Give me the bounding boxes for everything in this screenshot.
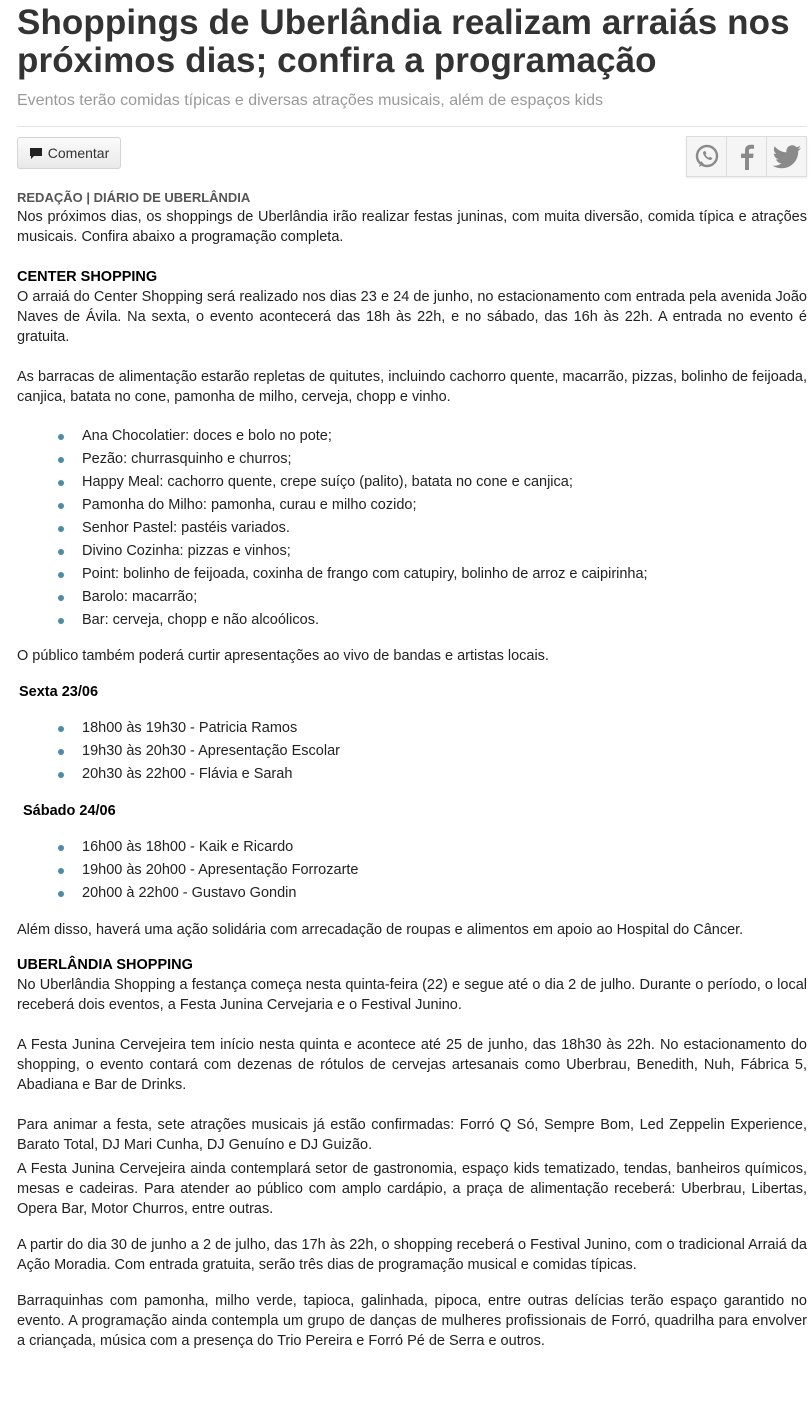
list-item: Divino Cozinha: pizzas e vinhos;: [82, 540, 807, 563]
comment-button-label: Comentar: [47, 145, 110, 161]
byline: REDAÇÃO | DIÁRIO DE UBERLÂNDIA: [17, 190, 251, 205]
article-toolbar: [17, 136, 807, 188]
friday-schedule-list: [17, 717, 807, 786]
food-stalls-list: [17, 425, 807, 632]
list-item: 18h00 às 19h30 - Patricia Ramos: [82, 717, 807, 740]
article-container: [17, 0, 807, 1351]
paragraph: Para animar a festa, sete atrações musicais já estão confirmadas: Forró Q Só, Sempre Bom, Led Zeppelin Experience, Barato Total, DJ Mari Cunha, DJ Genuíno e DJ Guizão.: [17, 1117, 807, 1153]
paragraph: O arraiá do Center Shopping será realizado nos dias 23 e 24 de junho, no estacionamento com entrada pela avenida João Naves de Ávila. Na sexta, o evento acontecerá das 18h às 22h, e no sábado, das 16h às 22h. A entrada no evento é gratuita.: [17, 289, 807, 345]
twitter-icon: [772, 145, 802, 169]
share-buttons: [686, 136, 807, 177]
section-heading-uberlandia-shopping: UBERLÂNDIA SHOPPING: [17, 957, 193, 973]
list-item: Bar: cerveja, chopp e não alcoólicos.: [82, 609, 807, 632]
paragraph: Além disso, haverá uma ação solidária com arrecadação de roupas e alimentos em apoio ao Hospital do Câncer.: [17, 922, 744, 938]
list-item: Pamonha do Milho: pamonha, curau e milho cozido;: [82, 494, 807, 517]
list-item: Happy Meal: cachorro quente, crepe suíço (palito), batata no cone e canjica;: [82, 471, 807, 494]
list-item: Point: bolinho de feijoada, coxinha de frango com catupiry, bolinho de arroz e caipirinha;: [82, 563, 807, 586]
divider: [17, 126, 807, 127]
comment-button[interactable]: [17, 137, 121, 169]
saturday-schedule-list: [17, 836, 807, 905]
list-item: 16h00 às 18h00 - Kaik e Ricardo: [82, 836, 807, 859]
list-item: Senhor Pastel: pastéis variados.: [82, 517, 807, 540]
paragraph: A Festa Junina Cervejeira ainda contemplará setor de gastronomia, espaço kids tematizado, tendas, banheiros químicos, mesas e cadeiras. Para atender ao público com amplo cardápio, a praça de alimentação receberá: Uberbrau, Libertas, Opera Bar, Motor Churros, entre outras.: [17, 1161, 807, 1217]
list-item: 20h00 à 22h00 - Gustavo Gondin: [82, 882, 807, 905]
share-facebook-button[interactable]: [727, 137, 767, 176]
headline: Shoppings de Uberlândia realizam arraiás nos próximos dias; confira a programação: [17, 3, 790, 80]
day-heading-friday: Sexta 23/06: [19, 684, 99, 700]
intro-paragraph: Nos próximos dias, os shoppings de Uberlândia irão realizar festas juninas, com muita diversão, comida típica e atrações musicais. Confira abaixo a programação completa.: [17, 209, 807, 245]
list-item: Barolo: macarrão;: [82, 586, 807, 609]
paragraph: A partir do dia 30 de junho a 2 de julho, das 17h às 22h, o shopping receberá o Festival Junino, com o tradicional Arraiá da Ação Moradia. Com entrada gratuita, serão três dias de programação musical e comidas típicas.: [17, 1237, 807, 1273]
list-item: 20h30 às 22h00 - Flávia e Sarah: [82, 763, 807, 786]
paragraph: No Uberlândia Shopping a festança começa nesta quinta-feira (22) e segue até o dia 2 de julho. Durante o período, o local receberá dois eventos, a Festa Junina Cervejaria e o Festival Junino.: [17, 977, 807, 1013]
day-heading-saturday: Sábado 24/06: [23, 803, 116, 819]
list-item: 19h00 às 20h00 - Apresentação Forrozarte: [82, 859, 807, 882]
list-item: 19h30 às 20h30 - Apresentação Escolar: [82, 740, 807, 763]
list-item: Ana Chocolatier: doces e bolo no pote;: [82, 425, 807, 448]
whatsapp-icon: [693, 143, 721, 171]
subheadline: Eventos terão comidas típicas e diversas atrações musicais, além de espaços kids: [17, 92, 604, 109]
facebook-icon: [739, 144, 755, 170]
article-body: [17, 189, 807, 1351]
paragraph: O público também poderá curtir apresentações ao vivo de bandas e artistas locais.: [17, 648, 549, 664]
paragraph: As barracas de alimentação estarão repletas de quitutes, incluindo cachorro quente, macarrão, pizzas, bolinho de feijoada, canjica, batata no cone, pamonha de milho, cerveja, chopp e vinho.: [17, 369, 807, 405]
speech-bubble-icon: [29, 147, 43, 160]
paragraph: Barraquinhas com pamonha, milho verde, tapioca, galinhada, pipoca, entre outras delícias terão espaço garantido no evento. A programação ainda contempla um grupo de danças de mulheres profissionais de Forró, quadrilha para envolver a criançada, música com a presença do Trio Pereira e Forró Pé de Serra e outros.: [17, 1293, 807, 1349]
section-heading-center-shopping: CENTER SHOPPING: [17, 269, 158, 285]
paragraph: A Festa Junina Cervejeira tem início nesta quinta e acontece até 25 de junho, das 18h30 às 22h. No estacionamento do shopping, o evento contará com dezenas de rótulos de cervejas artesanais como Uberbrau, Benedith, Nuh, Fábrica 5, Abadiana e Bar de Drinks.: [17, 1037, 807, 1093]
list-item: Pezão: churrasquinho e churros;: [82, 448, 807, 471]
share-whatsapp-button[interactable]: [687, 137, 727, 176]
share-twitter-button[interactable]: [767, 137, 806, 176]
